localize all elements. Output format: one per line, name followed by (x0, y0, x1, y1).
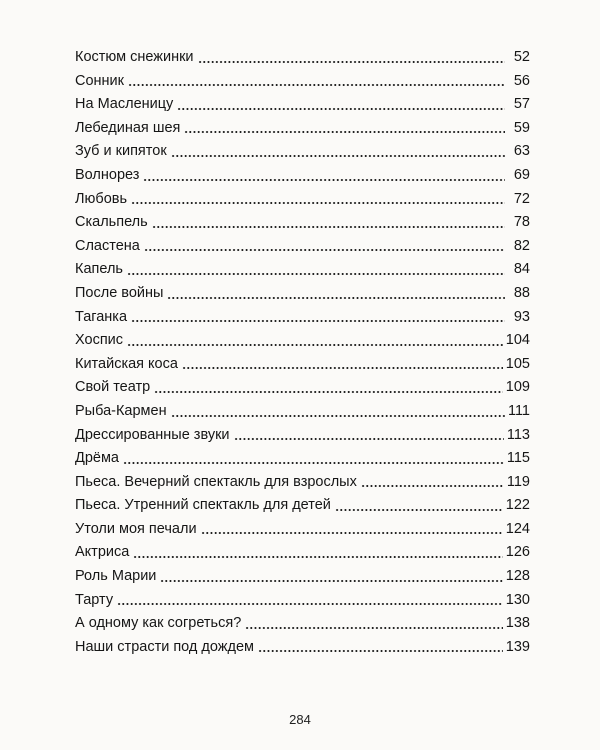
toc-entry (75, 424, 530, 448)
toc-entry (75, 93, 530, 117)
toc-entry-page: 105 (505, 355, 530, 372)
dot-leader (234, 438, 504, 440)
toc-entry (75, 636, 530, 660)
dot-leader (131, 202, 505, 204)
toc-entry (75, 376, 530, 400)
toc-entry (75, 235, 530, 259)
dot-leader (198, 61, 505, 63)
toc-entry (75, 306, 530, 330)
toc-entry-title: Костюм снежинки (75, 49, 194, 65)
toc-entry-page: 88 (513, 284, 530, 301)
toc-entry (75, 117, 530, 141)
toc-entry-page: 128 (505, 568, 530, 585)
toc-entry (75, 46, 530, 70)
dot-leader (167, 297, 505, 299)
dot-leader (361, 485, 504, 487)
dot-leader (177, 108, 505, 110)
toc-entry (75, 494, 530, 518)
toc-entry-page: 113 (506, 426, 530, 443)
toc-entry-page: 72 (513, 190, 530, 207)
toc-entry-page: 69 (513, 166, 530, 183)
toc-entry-title: Сластена (75, 237, 140, 254)
table-of-contents (75, 46, 530, 659)
dot-leader (133, 556, 502, 558)
toc-entry-title: Волнорез (75, 166, 140, 183)
toc-entry (75, 282, 530, 306)
dot-leader (123, 462, 504, 464)
toc-entry (75, 400, 530, 424)
toc-entry-page: 122 (505, 497, 530, 514)
toc-entry-title: Утоли моя печали (75, 520, 197, 537)
toc-entry-page: 78 (513, 214, 530, 231)
toc-entry-title: А одному как согреться? (75, 615, 242, 632)
toc-entry-title: Любовь (75, 190, 128, 207)
toc-entry-page: 139 (505, 638, 530, 655)
toc-entry (75, 518, 530, 542)
dot-leader (171, 155, 505, 157)
toc-entry-title: Рыба-Кармен (75, 402, 167, 419)
dot-leader (160, 580, 502, 582)
toc-entry (75, 353, 530, 377)
toc-entry-title: После войны (75, 284, 164, 301)
toc-entry (75, 612, 530, 636)
toc-entry-title: Пьеса. Утренний спектакль для детей (75, 497, 331, 514)
toc-entry-page: 56 (513, 72, 530, 89)
dot-leader (128, 84, 505, 86)
toc-entry-title: Тарту (75, 591, 114, 608)
toc-entry (75, 211, 530, 235)
toc-entry-page: 115 (506, 450, 530, 467)
dot-leader (171, 415, 505, 417)
toc-entry-page: 119 (506, 473, 530, 490)
toc-entry-title: Таганка (75, 308, 128, 325)
page-number: 284 (289, 712, 311, 727)
dot-leader (131, 320, 505, 322)
toc-entry-title: Роль Марии (75, 568, 157, 585)
toc-entry-page: 82 (513, 237, 530, 254)
toc-entry-title: Скальпель (75, 214, 148, 231)
toc-entry-page: 138 (505, 615, 530, 632)
dot-leader (201, 532, 503, 534)
toc-entry (75, 471, 530, 495)
toc-entry (75, 447, 530, 471)
toc-entry-page: 63 (513, 143, 530, 160)
toc-entry-page: 52 (513, 49, 530, 65)
dot-leader (152, 226, 505, 228)
toc-entry-title: Дрессированные звуки (75, 426, 230, 443)
toc-entry-page: 111 (507, 402, 530, 419)
toc-entry-title: Лебединая шея (75, 119, 181, 136)
toc-entry-title: Пьеса. Вечерний спектакль для взрослых (75, 473, 357, 490)
dot-leader (182, 367, 503, 369)
toc-entry-page: 126 (505, 544, 530, 561)
toc-entry (75, 70, 530, 94)
toc-entry (75, 589, 530, 613)
toc-entry-page: 93 (513, 308, 530, 325)
dot-leader (154, 391, 503, 393)
toc-entry-title: Зуб и кипяток (75, 143, 167, 160)
dot-leader (258, 650, 503, 652)
toc-entry (75, 329, 530, 353)
toc-entry-page: 124 (505, 520, 530, 537)
dot-leader (184, 131, 505, 133)
dot-leader (245, 627, 503, 629)
toc-entry-title: Свой театр (75, 379, 151, 396)
toc-entry (75, 541, 530, 565)
toc-entry-page: 109 (505, 379, 530, 396)
toc-entry (75, 140, 530, 164)
toc-entry-title: Дрёма (75, 450, 119, 467)
toc-entry-page: 59 (513, 119, 530, 136)
toc-entry-page: 130 (505, 591, 530, 608)
toc-entry-page: 104 (505, 332, 530, 349)
dot-leader (143, 179, 505, 181)
dot-leader (335, 509, 503, 511)
dot-leader (127, 344, 503, 346)
toc-entry (75, 565, 530, 589)
dot-leader (117, 603, 503, 605)
toc-entry-title: Капель (75, 261, 123, 278)
dot-leader (127, 273, 505, 275)
toc-entry-title: На Масленицу (75, 96, 174, 113)
dot-leader (144, 249, 505, 251)
toc-entry-title: Сонник (75, 72, 124, 89)
toc-entry-title: Хоспис (75, 332, 124, 349)
toc-entry (75, 164, 530, 188)
toc-entry-title: Наши страсти под дождем (75, 638, 254, 655)
toc-entry (75, 188, 530, 212)
toc-entry-title: Китайская коса (75, 355, 178, 372)
toc-entry-page: 57 (513, 96, 530, 113)
toc-entry-page: 84 (513, 261, 530, 278)
toc-entry (75, 258, 530, 282)
toc-entry-title: Актриса (75, 544, 130, 561)
